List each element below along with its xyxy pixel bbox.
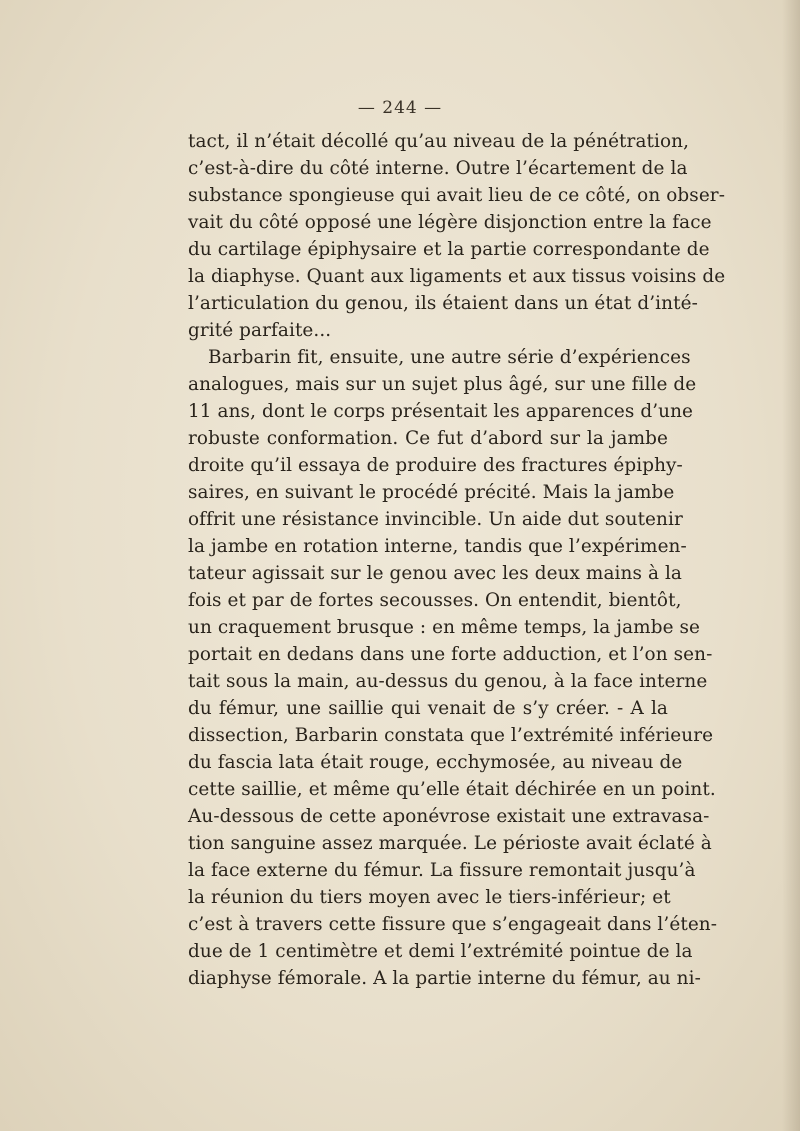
text-line: droite qu’il essaya de produire des fractures épiphy-: [188, 455, 683, 476]
page-number: — 244 —: [357, 98, 443, 118]
text-line: la face externe du fémur. La fissure remontait jusqu’à: [188, 860, 696, 881]
text-line: 11 ans, dont le corps présentait les apparences d’une: [188, 401, 694, 422]
text-line: tateur agissait sur le genou avec les deux mains à la: [188, 563, 682, 584]
text-line: analogues, mais sur un sujet plus âgé, sur une fille de: [188, 374, 697, 395]
text-line: la diaphyse. Quant aux ligaments et aux tissus voisins de: [188, 266, 726, 287]
text-line: la jambe en rotation interne, tandis que l’expérimen-: [188, 536, 687, 557]
text-line: offrit une résistance invincible. Un aide dut soutenir: [188, 509, 683, 530]
text-line: portait en dedans dans une forte adduction, et l’on sen-: [188, 644, 713, 665]
text-line: fois et par de fortes secousses. On entendit, bientôt,: [188, 590, 682, 611]
text-line: due de 1 centimètre et demi l’extrémité pointue de la: [188, 941, 693, 962]
text-line: tait sous la main, au-dessus du genou, à la face interne: [188, 671, 708, 692]
text-line: la réunion du tiers moyen avec le tiers-inférieur; et: [188, 887, 671, 908]
text-line: c’est-à-dire du côté interne. Outre l’écartement de la: [188, 158, 688, 179]
text-line: robuste conformation. Ce fut d’abord sur la jambe: [188, 428, 668, 449]
text-line: dissection, Barbarin constata que l’extrémité inférieure: [188, 725, 714, 746]
text-line: vait du côté opposé une légère disjonction entre la face: [188, 212, 712, 233]
text-line: c’est à travers cette fissure que s’engageait dans l’éten-: [188, 914, 718, 935]
text-line: saires, en suivant le procédé précité. Mais la jambe: [188, 482, 675, 503]
text-line: l’articulation du genou, ils étaient dans un état d’inté-: [188, 293, 698, 314]
text-line: grité parfaite...: [188, 320, 332, 341]
text-line: du fémur, une saillie qui venait de s’y créer. - A la: [188, 698, 668, 719]
text-line: diaphyse fémorale. A la partie interne du fémur, au ni-: [188, 968, 701, 989]
text-line: du cartilage épiphysaire et la partie correspondante de: [188, 239, 710, 260]
text-line: substance spongieuse qui avait lieu de ce côté, on obser-: [188, 185, 726, 206]
text-line: Au-dessous de cette aponévrose existait une extravasa-: [188, 806, 710, 827]
body-text: [188, 128, 726, 992]
text-line: tion sanguine assez marquée. Le périoste avait éclaté à: [188, 833, 712, 854]
text-line: du fascia lata était rouge, ecchymosée, au niveau de: [188, 752, 683, 773]
text-line: Barbarin fit, ensuite, une autre série d’expériences: [208, 347, 691, 368]
page-edge-shadow: [782, 0, 800, 1131]
text-line: cette saillie, et même qu’elle était déchirée en un point.: [188, 779, 716, 800]
text-line: tact, il n’était décollé qu’au niveau de la pénétration,: [188, 131, 690, 152]
text-line: un craquement brusque : en même temps, la jambe se: [188, 617, 701, 638]
